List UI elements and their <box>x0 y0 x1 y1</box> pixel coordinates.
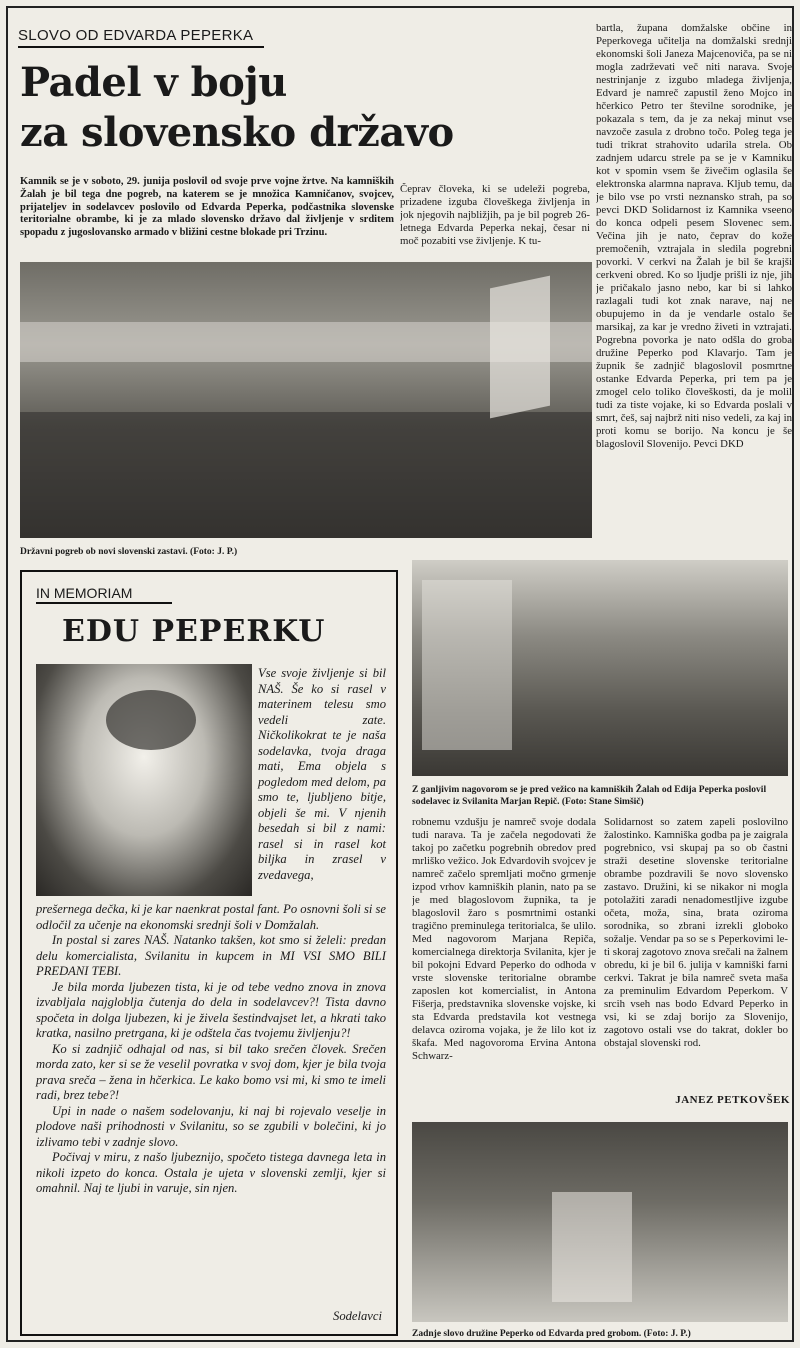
portrait-photo <box>36 664 252 896</box>
memoriam-paragraph: Počivaj v miru, z našo ljubeznijo, spočeto tistega davnega leta in nikoli izpeto do konca. Ostala je ujeta v slovenski zemlji, kjer si omahnil. Naj te ljubi in varuje, sin njen. <box>36 1150 386 1195</box>
chapel-speech-photo <box>412 560 788 776</box>
article-headline <box>20 58 520 158</box>
article-column-bottom-right: Solidarnost so zatem zapeli poslovilno žalostinko. Kamniška godba pa je zaigrala pogrebnico, vsi skupaj pa so ob častni straži desetine slovenske teritorialne obrambe pozdravili še novo slovensko zastavo. Družini, ki se nikakor ni mogla potolažiti zaradi nenadomestljive izgube očeta, moža, sina, brata oziroma sorodnika, so zbrani izrekli globoko sožalje. Vendar pa so se s Peperkovimi le-ti skoraj zagotovo znova srečali na žalnem obredu, ki je bil 6. julija v kamniški farni cerkvi. Takrat je bila namreč sveta maša za preminulim Edvardom Peperkom. V srcih vseh nas bodo Edvard Peperko in vsi, ki se zdaj borijo za Slovenijo, zagotovo ostali vse do takrat, dokler bo obstajal slovenski rod. <box>604 816 788 1049</box>
headline-line-2: za slovensko državo <box>20 109 454 156</box>
memoriam-title: EDU PEPERKU <box>62 614 326 649</box>
article-signature: JANEZ PETKOVŠEK <box>675 1094 790 1106</box>
photo-2-caption: Z ganljivim nagovorom se je pred vežico na kamniških Žalah od Edija Peperka poslovil sodelavec iz Svilanita Marjan Repič. (Foto: Stane Simšič) <box>412 785 767 807</box>
headline-line-1: Padel v boju <box>20 59 287 106</box>
photo-1-caption: Državni pogreb ob novi slovenski zastavi. (Foto: J. P.) <box>20 547 238 557</box>
memoriam-poem: Vse svoje življenje si bil NAŠ. Še ko si rasel v materinem telesu smo vedeli zate. Ničkolikokrat te je naša sodelavka, tvoja draga mati, Ema objela s pogledom med delom, pa smo te, ljubljeno bitje, objeli še mi. V njenih besedah si bil z nami: rasel si in rasel kot biljka in zrasel v zvedavega, <box>258 666 386 882</box>
memoriam-paragraph: prešernega dečka, ki je kar naenkrat postal fant. Po osnovni šoli si se odločil za učenje na ekonomski srednji šoli v Domžalah. <box>36 902 386 932</box>
in-memoriam-box <box>20 570 398 1336</box>
photo-3-caption: Zadnje slovo družine Peperko od Edvarda pred grobom. (Foto: J. P.) <box>412 1329 691 1339</box>
article-column-middle-top: Čeprav človeka, ki se udeleži pogreba, prizadene izguba človeškega življenja in jok njegovih najbližjih, pa je bil pogreb 26-letnega Edvarda Peperka nekaj, česar ni moč pozabiti vse življenje. K tu- <box>400 183 590 247</box>
article-lead: Kamnik se je v soboto, 29. junija poslovil od svoje prve vojne žrtve. Na kamniških Žalah je bil tega dne pogreb, na katerem se je množica Kamničanov, svojcev, prijateljev in sodelavcev poslovilo od Edvarda Peperka, podčastnika slovenske teritorialne obrambe, ki je za mlado slovensko državo dal življenje v srditem spopadu z jugoslovansko armado v bližini cestne blokade pri Trzinu. <box>20 176 394 239</box>
article-column-right-top: bartla, župana domžalske občine in Peperkovega učitelja na domžalski srednji ekonomski šoli Janeza Majcenoviča, pa se ni mogla zadrževati več niti narava. Svoje nestrinjanje z izgubo mladega življenja, Edvard je namreč zapustil ženo Mojco in hčerkico Petro ter številne sorodnike, je pokazala s tem, da je za nekaj minut vse navzoče zasula z drobno točo. Poleg tega je tudi trikrat strahovito udarila strela. Ob zadnjem udarcu strele pa se je v Kamniku kot v spomin vsem še živečim oglasila še elektronska alarmna naprava. Kljub temu, da je bilo vse po vrsti neznansko strah, pa so pevci DKD Solidarnost iz Kamnika vseeno do konca odpeli pesem Slovenec sem. Večina jih je nato, čeprav do kože premočenih, vztrajala in sledila pogrebni povorki. V cerkvi na Žalah je bil še krajši cerkveni obred. Ko so ljudje prišli iz nje, jih je pričakalo jasno nebo, kar bi si lahko razlagali tudi kot znak narave, naj ne obupujemo in da je vendarle ostalo še marsikaj, za kar je vredno živeti in vztrajati. Pogrebna povorka je nato odšla do groba družine Peperko pod Klavarjo. Tam je župnik še zadnjič blagoslovil posmrtne ostanke Edvarda Peperka, pri tem pa je zmogel celo toliko človeškosti, da je molil tudi za tiste vojake, ki so Edvarda poslali v smrt, češ, saj najbrž niti niso vedeli, za kaj in proti komu se borijo. Na koncu je še blagoslovil Slovenijo. Pevci DKD <box>596 22 792 450</box>
memoriam-paragraph: In postal si zares NAŠ. Natanko takšen, kot smo si želeli: predan delu komercialista, Svilanitu in kupcem in MI VSI SMO BILI PREDANI TEBI. <box>36 933 386 978</box>
memoriam-paragraph: Je bila morda ljubezen tista, ki je od tebe vedno znova in znova izvabljala najgloblja čutenja do dela in sodelavcev?! Tista davno spočeta in dolga ljubezen, ki je živela šestindvajset let, a hkrati tako kratka, nasilno pretrgana, ki je odštela čas tvojemu življenju?! <box>36 979 386 1040</box>
memoriam-paragraph: Upi in nade o našem sodelovanju, ki naj bi rojevalo veselje in plodove naši prihodnosti v Svilanitu, so se zgubili v bolečini, ki jo izlivamo tebi v zadnje slovo. <box>36 1103 386 1149</box>
article-kicker: SLOVO OD EDVARDA PEPERKA <box>18 26 264 48</box>
article-column-bottom-middle: robnemu vzdušju je namreč svoje dodala tudi narava. Ta je začela negodovati že takoj po začetku pogrebnih obredov pred mrliško vežico. Jok Edvardovih svojcev je namreč začelo spremljati močno grmenje izpod vrhov kamniških planin, nato pa se je med blagoslovom župnika, ta je blagoslovil žaro s posmrtnimi ostanki tragično preminulega teritorialca, še ulilo. Med nagovorom Marjana Repiča, komercialnega direktorja Svilanita, kjer je bil pokojni Edvard Peperko do odhoda v vrste slovenske teritorialne obrambe zaposlen kot komercialist, in Antona Fišerja, predstavnika slovenske vojske, ki sta Edvarda predstavila kot vestnega delavca oziroma vojaka, je že lilo kot iz škafa. Med nagovoroma Ervina Antona Schwarz- <box>412 816 596 1062</box>
memoriam-kicker: IN MEMORIAM <box>36 584 172 604</box>
memoriam-signature: Sodelavci <box>333 1309 382 1323</box>
grave-photo <box>412 1122 788 1322</box>
memoriam-paragraph: Ko si zadnjič odhajal od nas, si bil tako srečen človek. Srečen morda zato, ker si se že veselil povratka v svoj dom, kjer je bila tvoja prava sreča – žena in hčerkica. Le kako bomo vsi mi, ki smo te imeli radi, brez tebe?! <box>36 1041 386 1102</box>
funeral-flag-photo <box>20 262 592 538</box>
memoriam-body <box>36 902 386 1197</box>
